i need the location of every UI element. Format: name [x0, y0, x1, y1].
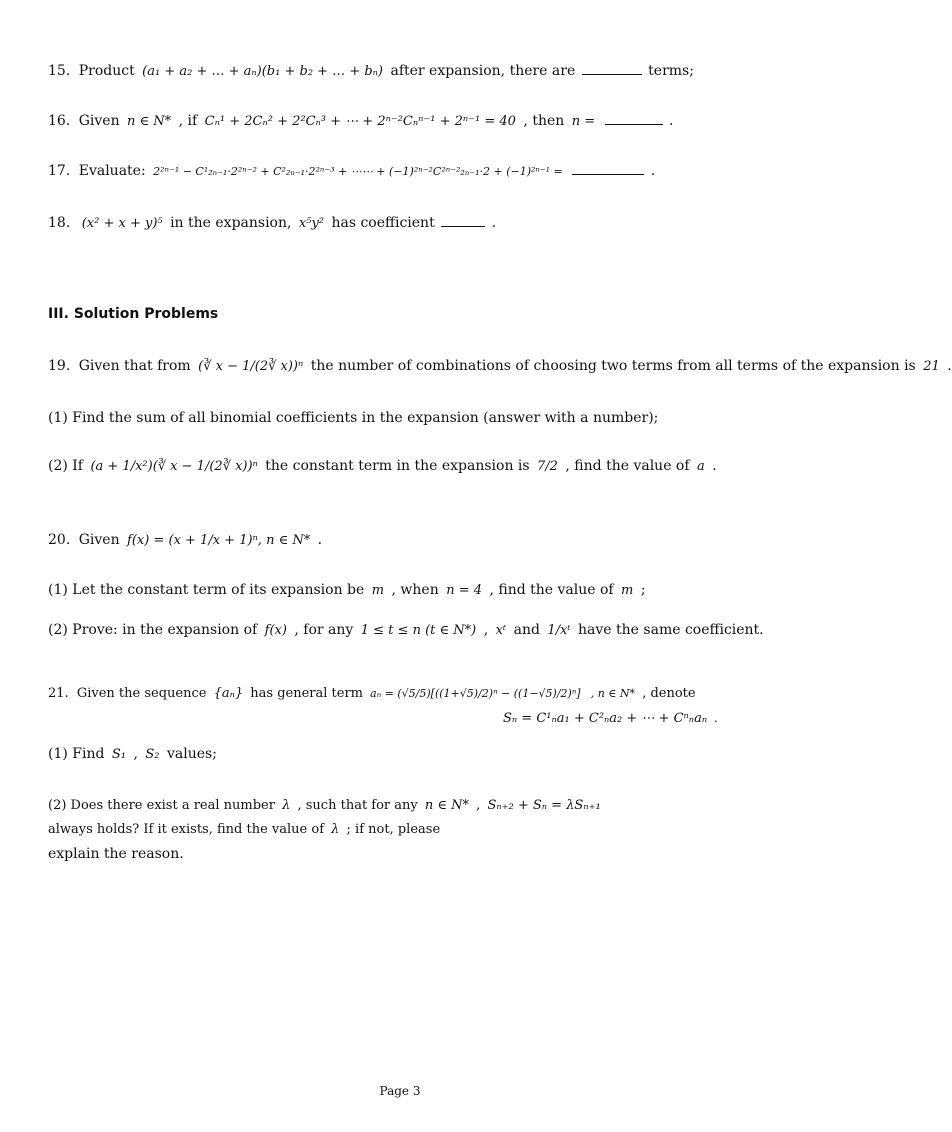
- formula: S₂: [145, 747, 160, 762]
- problem-number: 18.: [48, 215, 71, 231]
- formula: n ∈ N*: [127, 114, 172, 129]
- problem-text: , find the value of: [565, 458, 690, 474]
- formula: {aₙ}: [213, 686, 244, 701]
- problem-number: 17.: [48, 163, 71, 179]
- problem-text: have the same coefficient.: [578, 622, 764, 638]
- problem-21-part-2-cont: [48, 820, 752, 840]
- problem-text: , for any: [294, 622, 354, 638]
- problem-text: .: [947, 358, 952, 374]
- problem-text: terms;: [648, 63, 694, 79]
- formula: aₙ = (√5/5)[((1+√5)/2)ⁿ − ((1−√5)/2)ⁿ]: [370, 687, 581, 700]
- problem-number: 19.: [48, 358, 71, 374]
- formula: 21: [923, 359, 940, 374]
- problem-text: ,: [476, 798, 481, 813]
- problem-text: Evaluate:: [78, 163, 146, 179]
- formula: m: [371, 583, 385, 598]
- problem-text: .: [669, 113, 674, 129]
- answer-blank: [572, 160, 644, 175]
- answer-blank: [605, 110, 663, 125]
- formula: f(x) = (x + 1/x + 1)ⁿ, n ∈ N*: [127, 533, 311, 548]
- problem-text: always holds? If it exists, find the value of: [48, 822, 325, 837]
- problem-text: (1) Let the constant term of its expansion be: [48, 582, 365, 598]
- problem-text: values;: [166, 746, 217, 762]
- problem-19-part-2: [48, 456, 752, 477]
- problem-20: [48, 530, 752, 551]
- problem-19-part-1: (1) Find the sum of all binomial coefficients in the expansion (answer with a number);: [48, 410, 659, 426]
- problem-21-part-2-end: explain the reason.: [48, 846, 184, 862]
- problem-text: (2) If: [48, 458, 83, 474]
- problem-text: (2) Prove: in the expansion of: [48, 622, 258, 638]
- formula: λ: [331, 822, 340, 837]
- problem-text: .: [712, 458, 717, 474]
- problem-text: Product: [78, 63, 135, 79]
- problem-text: in the expansion,: [170, 215, 292, 231]
- problem-text: after expansion, there are: [390, 63, 576, 79]
- problem-text: has general term: [250, 686, 364, 701]
- formula: λ: [282, 798, 291, 813]
- problem-text: ;: [640, 582, 646, 598]
- formula: n ∈ N*: [424, 798, 470, 813]
- formula: xᵗ: [495, 623, 507, 638]
- formula: 1 ≤ t ≤ n (t ∈ N*): [360, 623, 477, 638]
- formula: n = 4: [446, 583, 482, 598]
- formula: Cₙ¹ + 2Cₙ² + 2²Cₙ³ + ⋯ + 2ⁿ⁻²Cₙⁿ⁻¹ + 2ⁿ⁻¹ = 40: [204, 114, 516, 129]
- formula: S₁: [111, 747, 127, 762]
- formula: n =: [571, 114, 596, 129]
- problem-17: [48, 160, 752, 182]
- formula: 1/xᵗ: [547, 623, 571, 638]
- problem-19: [48, 356, 952, 377]
- problem-text: , find the value of: [489, 582, 614, 598]
- formula: (a₁ + a₂ + … + aₙ)(b₁ + b₂ + … + bₙ): [142, 64, 384, 79]
- problem-text: , denote: [642, 686, 696, 701]
- problem-text: , when: [391, 582, 439, 598]
- problem-text: ,: [483, 622, 489, 638]
- problem-text: (1) Find: [48, 746, 105, 762]
- problem-text: Given: [78, 113, 120, 129]
- problem-text: and: [513, 622, 540, 638]
- answer-blank: [582, 60, 642, 75]
- problem-text: , if: [178, 113, 198, 129]
- problem-text: has coefficient: [331, 215, 435, 231]
- formula: f(x): [264, 623, 287, 638]
- formula: x⁵y²: [298, 216, 325, 231]
- problem-20-part-2: [48, 620, 764, 641]
- problem-text: .: [317, 532, 323, 548]
- problem-text: .: [491, 215, 497, 231]
- problem-number: 20.: [48, 532, 71, 548]
- problem-number: 15.: [48, 63, 71, 79]
- problem-15: [48, 60, 752, 82]
- problem-text: .: [650, 163, 656, 179]
- problem-number: 16.: [48, 113, 71, 129]
- formula: a: [697, 459, 705, 474]
- formula: 2²ⁿ⁻¹ − C¹₂ₙ₋₁·2²ⁿ⁻² + C²₂ₙ₋₁·2²ⁿ⁻³ + ⋯⋯ + (−1)²ⁿ⁻²C²ⁿ⁻²₂ₙ₋₁·2 + (−1)²ⁿ⁻¹ =: [153, 165, 563, 178]
- problem-text: ; if not, please: [346, 822, 441, 837]
- problem-text: the constant term in the expansion is: [265, 458, 530, 474]
- answer-blank: [441, 212, 485, 227]
- problem-21-definition: [500, 708, 752, 729]
- problem-text: Given the sequence: [76, 686, 207, 701]
- formula: Sₙ = C¹ₙa₁ + C²ₙa₂ + ⋯ + Cⁿₙaₙ: [503, 711, 708, 726]
- formula: (x² + x + y)⁵: [81, 216, 163, 231]
- page-footer: Page 3: [379, 1084, 421, 1098]
- section-title: III. Solution Problems: [48, 306, 219, 322]
- problem-text: , such that for any: [297, 798, 418, 813]
- problem-text: , then: [523, 113, 565, 129]
- formula: m: [621, 583, 634, 598]
- problem-18: [48, 212, 752, 234]
- formula: (a + 1/x²)(∛ x − 1/(2∛ x))ⁿ: [90, 459, 258, 474]
- formula: 7/2: [537, 459, 558, 474]
- problem-21-part-1: [48, 744, 752, 765]
- problem-text: Given that from: [78, 358, 191, 374]
- problem-text: .: [713, 711, 718, 725]
- formula: (∛ x − 1/(2∛ x))ⁿ: [198, 359, 304, 374]
- formula: Sₙ₊₂ + Sₙ = λSₙ₊₁: [487, 798, 601, 813]
- problem-text: (2) Does there exist a real number: [48, 798, 275, 813]
- problem-text: the number of combinations of choosing two terms from all terms of the expansion is: [310, 358, 916, 374]
- problem-text: Given: [78, 532, 120, 548]
- problem-20-part-1: [48, 580, 752, 601]
- problem-16: [48, 110, 752, 132]
- problem-21-part-2: [48, 796, 752, 816]
- problem-number: 21.: [48, 686, 69, 701]
- formula: , n ∈ N*: [590, 687, 636, 700]
- problem-text: ,: [133, 746, 138, 762]
- problem-21: [48, 684, 752, 704]
